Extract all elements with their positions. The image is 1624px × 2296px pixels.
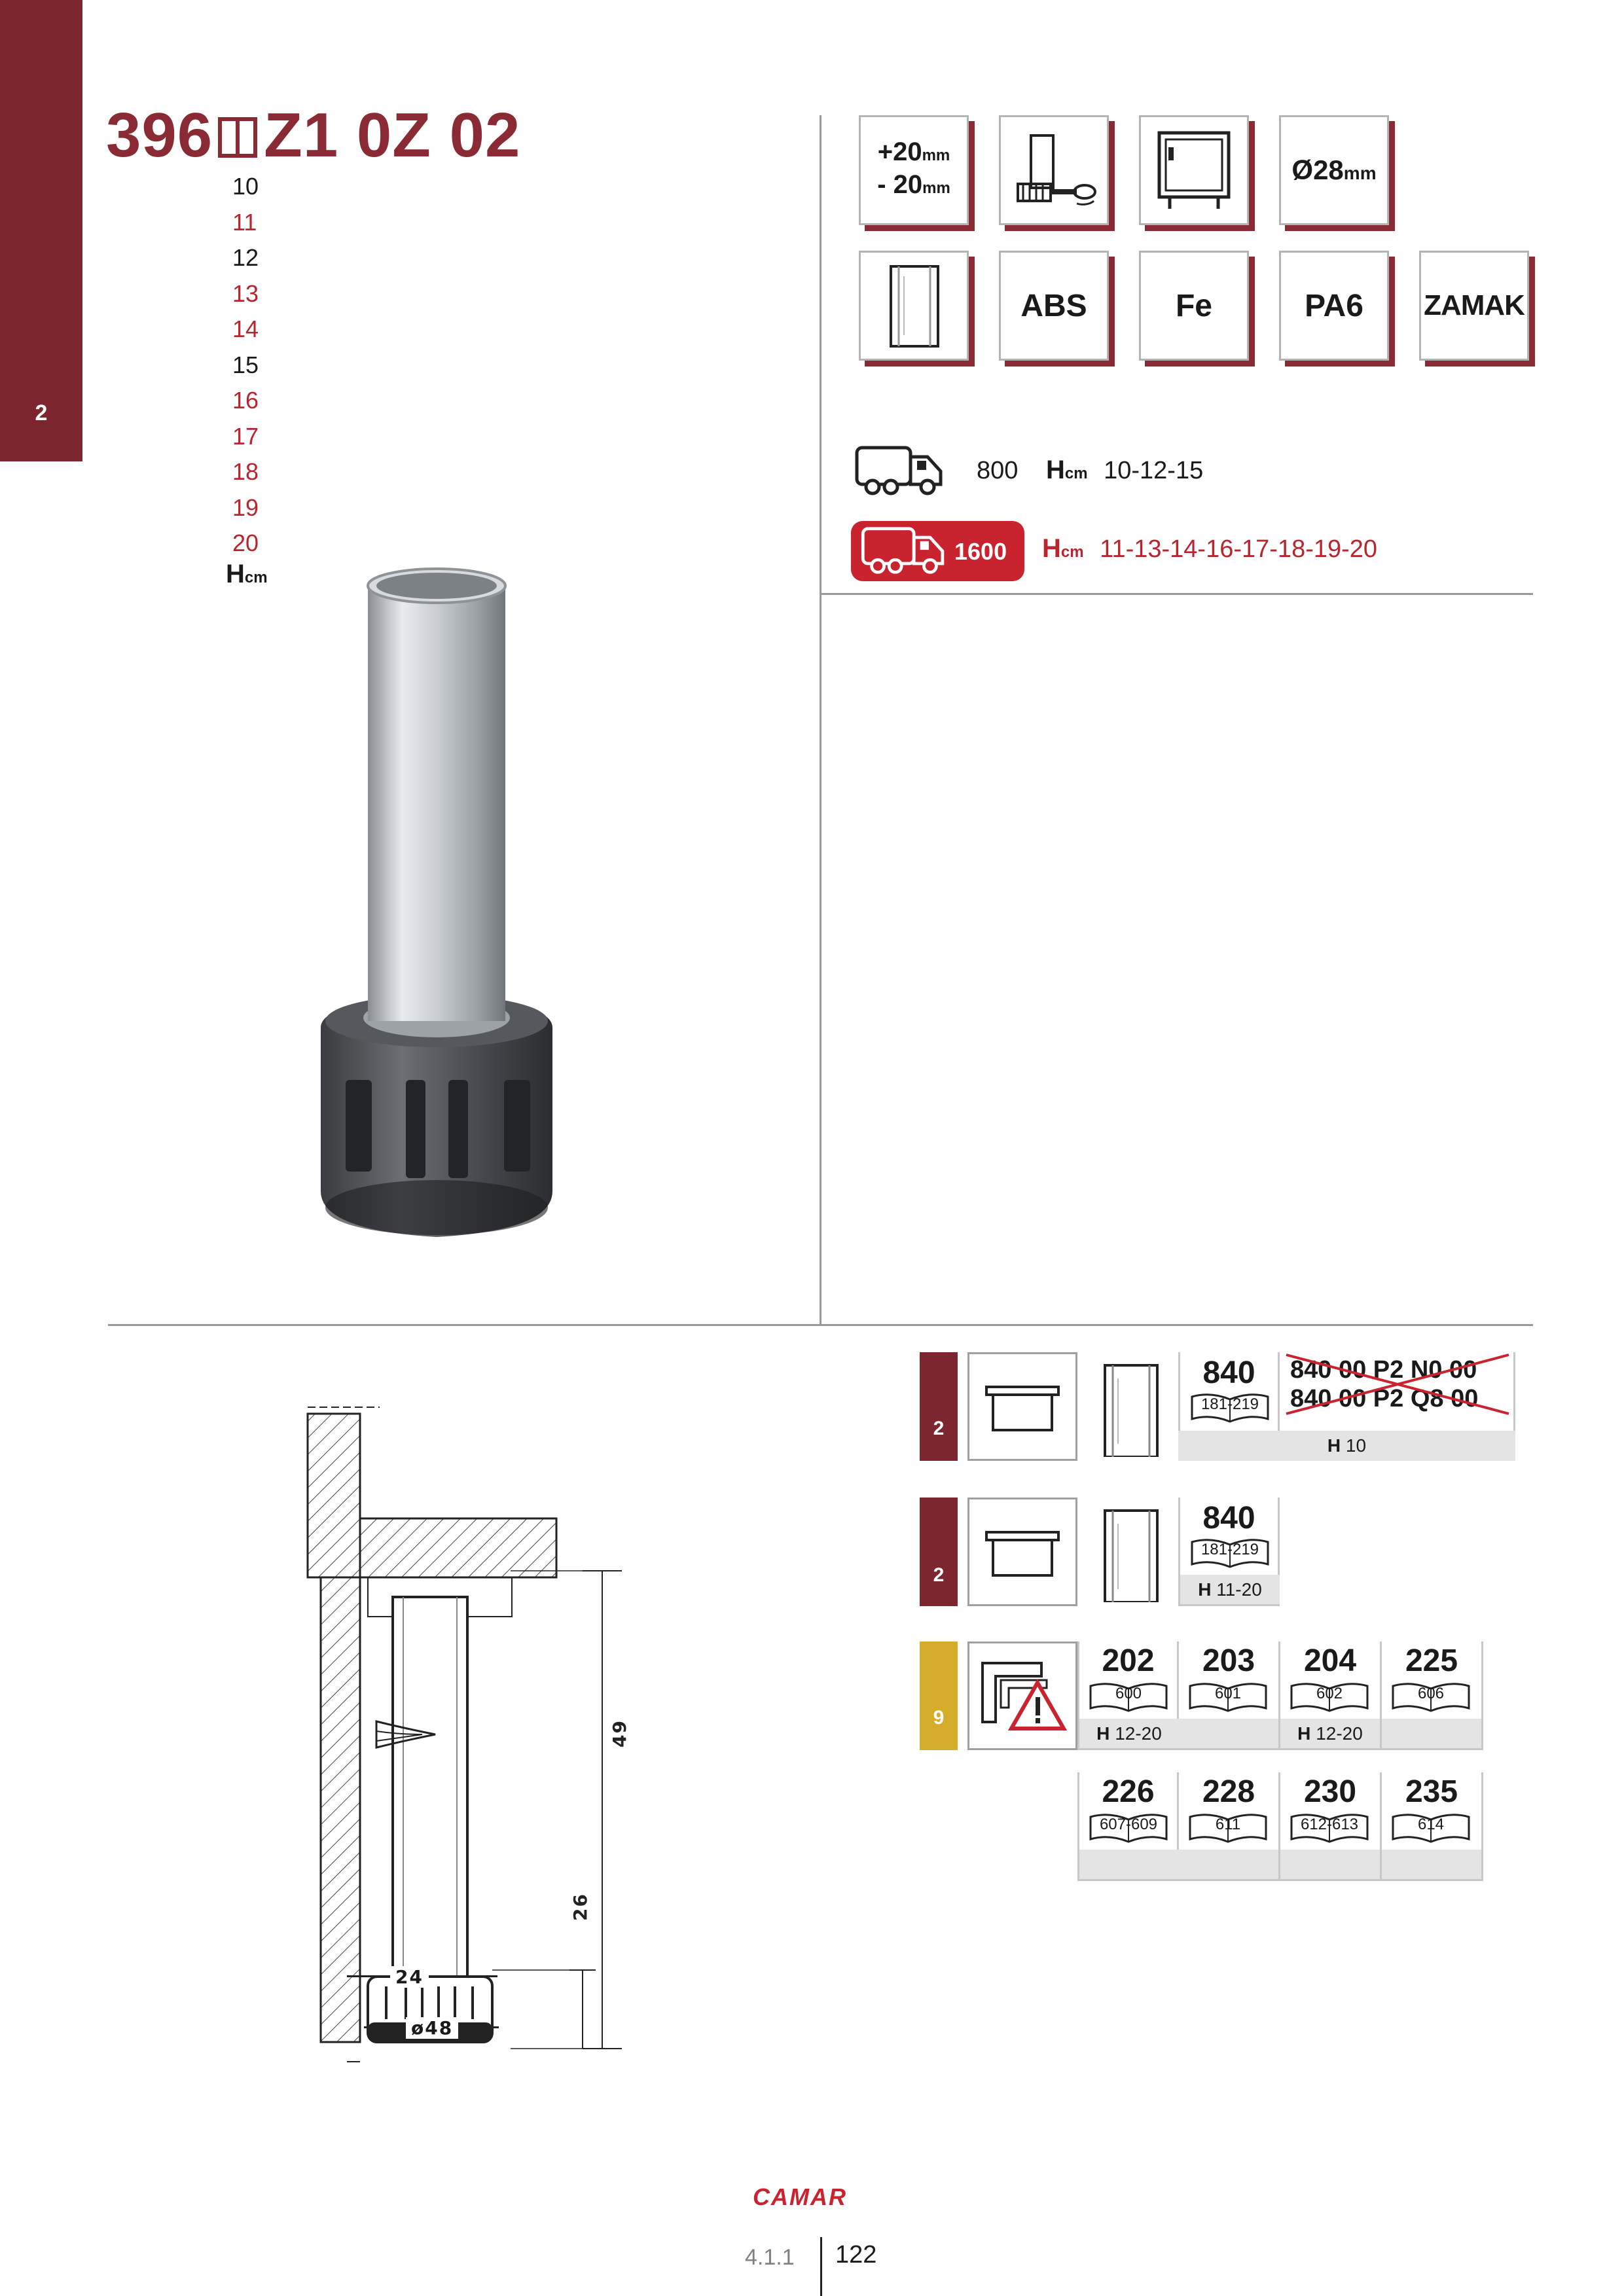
group1-tube-tile	[1092, 1352, 1170, 1461]
accessory-book: 612-613	[1300, 1816, 1359, 1833]
section-number: 2	[35, 401, 48, 425]
tile-oven-icon	[1139, 115, 1249, 225]
group1-struck-code-2: 840 00 P2 Q8 00	[1290, 1385, 1479, 1412]
height-list	[232, 169, 291, 562]
group1-book: 181-219	[1200, 1395, 1259, 1413]
accessory-hint: H 12-20	[1079, 1719, 1179, 1748]
tile-height-adjustment: +20mm - 20mm	[859, 115, 969, 225]
group3-category: 9	[933, 1707, 945, 1729]
divider-main	[108, 1324, 1533, 1326]
group2-code: 840	[1202, 1501, 1255, 1535]
accessory-hint: H 12-20	[1280, 1719, 1380, 1748]
tile-material-zamak: ZAMAK	[1419, 251, 1529, 361]
accessory-cell	[1077, 1641, 1179, 1750]
tile-tube-icon	[859, 251, 969, 361]
height-option: 20	[232, 529, 259, 556]
accessory-hint	[1079, 1850, 1179, 1879]
group1-code: 840	[1202, 1355, 1255, 1390]
accessory-code: 228	[1202, 1774, 1255, 1809]
accessory-cell	[1077, 1772, 1179, 1881]
dimension-height: 49	[609, 1719, 630, 1748]
group2-cap-tile	[967, 1498, 1077, 1606]
dimension-diameter: ø48	[406, 2017, 458, 2039]
tile-material-fe: Fe	[1139, 251, 1249, 361]
accessory-book: 606	[1417, 1685, 1445, 1702]
product-code-suffix: Z1 0Z 02	[264, 100, 521, 170]
accessory-hint	[1382, 1850, 1481, 1879]
height-option: 10	[232, 173, 259, 200]
truck-icon	[854, 445, 946, 497]
accessory-cell	[1179, 1772, 1280, 1881]
height-option: 16	[232, 387, 259, 414]
accessory-hint	[1382, 1719, 1481, 1748]
height-option: 18	[232, 458, 259, 485]
height-option: 15	[232, 351, 259, 378]
group1-hint: H 10	[1178, 1431, 1515, 1461]
accessory-code: 230	[1303, 1774, 1357, 1809]
delivery-standard	[977, 456, 1203, 485]
accessory-book: 600	[1115, 1685, 1142, 1702]
tile-material-pa6: PA6	[1279, 251, 1389, 361]
group1-cap-tile	[967, 1352, 1077, 1461]
accessory-book: 614	[1417, 1816, 1445, 1833]
accessory-code: 225	[1405, 1643, 1458, 1678]
height-option: 13	[232, 279, 259, 307]
accessory-hint	[1179, 1850, 1278, 1879]
accessory-hint	[1280, 1850, 1380, 1879]
accessory-book: 602	[1316, 1685, 1343, 1702]
accessory-code: 203	[1202, 1643, 1255, 1678]
accessory-code: 235	[1405, 1774, 1458, 1809]
accessory-cell	[1382, 1772, 1483, 1881]
delivery-express-qty: 1600	[954, 538, 1007, 565]
product-code	[106, 99, 520, 171]
accessory-code: 202	[1102, 1643, 1155, 1678]
tile-material-abs: ABS	[999, 251, 1109, 361]
group2-tube-tile	[1092, 1498, 1170, 1606]
delivery-express	[1042, 534, 1377, 564]
section-sidebar	[0, 0, 82, 461]
delivery-standard-heights: 10-12-15	[1104, 457, 1204, 484]
accessory-book: 611	[1215, 1816, 1241, 1833]
height-unit: Hcm	[226, 560, 268, 588]
group1-category-bar	[920, 1352, 958, 1461]
tile-diameter: Ø28 mm	[1279, 115, 1389, 225]
brand-logo: CAMAR	[753, 2183, 847, 2210]
accessory-book: 601	[1214, 1685, 1242, 1702]
accessory-hint	[1179, 1719, 1278, 1748]
footer-divider	[820, 2237, 822, 2296]
dimension-base: 26	[569, 1893, 591, 1921]
height-option: 14	[232, 315, 259, 342]
divider-right	[820, 593, 1533, 595]
group1-category: 2	[933, 1418, 945, 1439]
delivery-express-unit: Hcm	[1042, 534, 1084, 563]
delivery-standard-qty: 800	[977, 457, 1019, 484]
accessory-code: 204	[1303, 1643, 1357, 1678]
height-option: 17	[232, 422, 259, 450]
delivery-standard-unit: Hcm	[1045, 456, 1088, 484]
group2-hint: H 11-20	[1180, 1575, 1280, 1604]
variant-placeholder-icon	[218, 117, 257, 158]
accessory-book: 607-609	[1099, 1816, 1158, 1833]
group3-warning-tile	[967, 1641, 1077, 1750]
tile-wrench-icon	[999, 115, 1109, 225]
section-code: 4.1.1	[745, 2245, 795, 2270]
product-code-prefix: 396	[106, 100, 213, 170]
group2-category: 2	[933, 1564, 945, 1586]
group1-struck-code-1: 840 00 P2 N0 00	[1290, 1356, 1477, 1384]
truck-express-icon	[860, 526, 948, 576]
height-option: 19	[232, 493, 259, 521]
dimension-width: 24	[390, 1966, 429, 1988]
page-number: 122	[835, 2241, 877, 2269]
accessory-cell	[1280, 1641, 1382, 1750]
accessory-cell	[1280, 1772, 1382, 1881]
strikethrough-icon	[1280, 1352, 1515, 1418]
accessory-cell	[1382, 1641, 1483, 1750]
group2-category-bar	[920, 1498, 958, 1606]
height-option: 11	[232, 208, 257, 236]
technical-drawing	[295, 1401, 661, 2068]
delivery-express-heights: 11-13-14-16-17-18-19-20	[1100, 535, 1378, 563]
column-divider	[820, 115, 821, 1324]
accessory-code: 226	[1102, 1774, 1155, 1809]
height-option: 12	[232, 244, 259, 271]
group2-code-cell	[1178, 1498, 1280, 1606]
product-photo	[308, 563, 583, 1250]
group3-category-bar	[920, 1641, 958, 1750]
group2-book: 181-219	[1200, 1541, 1259, 1558]
accessory-cell	[1179, 1641, 1280, 1750]
delivery-express-badge	[851, 521, 1024, 581]
